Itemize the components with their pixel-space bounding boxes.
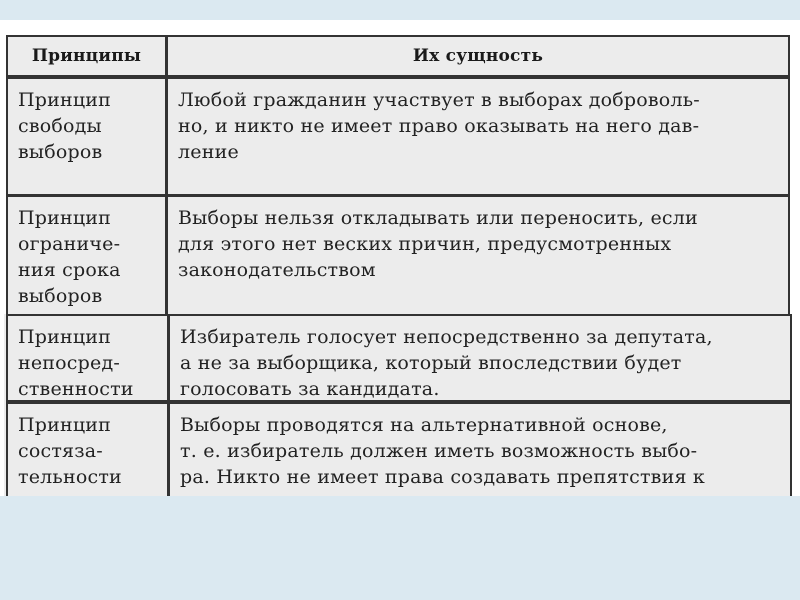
table-upper <box>6 35 790 330</box>
header-essence-label: Их сущность <box>412 46 544 66</box>
principle-text: Принцип непосред- ственности <box>18 326 134 400</box>
table-row-1-essence <box>168 79 788 194</box>
table-row-2-essence <box>168 197 788 328</box>
table-row-1-principle <box>8 79 165 194</box>
table-row-4-principle <box>8 404 167 496</box>
header-principles-label: Принципы <box>31 46 142 66</box>
table-row-4-essence <box>170 404 790 496</box>
table-lower <box>4 314 792 496</box>
essence-text: Любой гражданин участвует в выборах доброволь- но, и никто не имеет право оказывать на него дав- ление <box>178 89 700 163</box>
table-row-2-principle <box>8 197 165 328</box>
essence-text: Выборы нельзя откладывать или переносить, если для этого нет веских причин, предусмотренных законодательством <box>178 207 698 281</box>
principle-text: Принцип ограниче- ния срока выборов <box>18 207 121 307</box>
table-row-3-essence <box>170 316 790 400</box>
principle-text: Принцип свободы выборов <box>18 89 112 163</box>
principle-text: Принцип состяза- тельности <box>18 414 122 488</box>
table-row-3-principle <box>8 316 167 400</box>
slide-canvas <box>0 20 800 496</box>
header-essence <box>168 37 788 75</box>
essence-text: Выборы проводятся на альтернативной основе, т. е. избиратель должен иметь возможность выбо- ра. Никто не имеет права создавать препятствия к <box>180 414 705 488</box>
essence-text: Избиратель голосует непосредственно за депутата, а не за выборщика, который впоследствии будет голосовать за кандидата. <box>180 326 713 400</box>
header-principles <box>8 37 165 75</box>
